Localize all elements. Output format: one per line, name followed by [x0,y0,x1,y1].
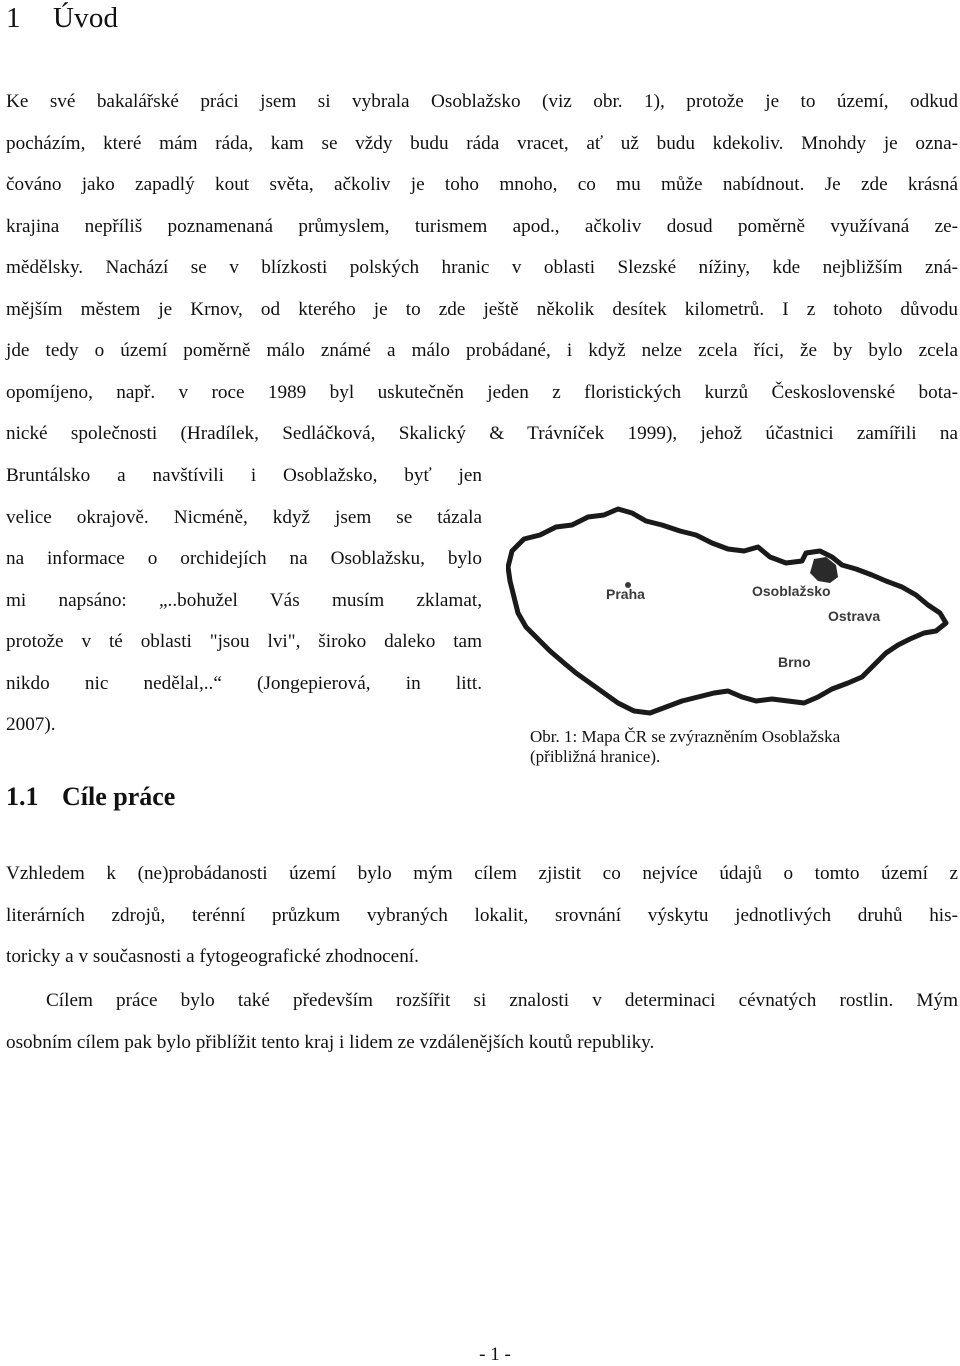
text-line: nické společnosti (Hradílek, Sedláčková, Skalický & Trávníček 1999), jehož účastnici zamířili na [6,423,958,444]
map-label-osoblazsko: Osoblažsko [752,583,831,599]
text-line: čováno jako zapadlý kout světa, ačkoliv je toho mnoho, co mu může nabídnout. Je zde krásná [6,174,958,195]
text-line: osobním cílem pak bylo přiblížit tento kraj i lidem ze vzdálenějších koutů republiky. [6,1031,655,1053]
text-line: literárních zdrojů, terénní průzkum vybraných lokalit, srovnání výskytu jednotlivých druhů his- [6,904,958,926]
intro-paragraph [6,81,958,455]
chapter-number: 1 [6,2,21,34]
text-line: nikdo nic nedělal,..“ (Jongepierová, in litt. [6,672,482,694]
section-number: 1.1 [6,782,39,811]
text-line: pocházím, které mám ráda, kam se vždy budu ráda vracet, ať už budu kdekoliv. Mnohdy je ozna- [6,132,958,154]
figure-caption [530,727,950,767]
text-line: Ke své bakalářské práci jsem si vybrala Osoblažsko (viz obr. 1), protože je to území, odkud [6,91,958,112]
section-heading [6,782,175,812]
text-line: Bruntálsko a navštívili i Osoblažsko, byť jen [6,465,482,486]
text-line: protože v té oblasti "jsou lvi", široko daleko tam [6,631,482,652]
text-line: velice okrajově. Nicméně, když jsem se tázala [6,506,482,528]
map-label-praha: Praha [606,586,645,602]
text-line: mějším městem je Krnov, od kterého je to zde ještě několik desítek kilometrů. I z tohoto důvodu [6,298,958,320]
text-line: krajina nepříliš poznamenaná průmyslem, turismem apod., ačkoliv dosud poměrně využívaná ze- [6,215,958,237]
text-line: Cílem práce bylo také především rozšířit si znalosti v determinaci cévnatých rostlin. Mým [46,990,958,1011]
caption-line: (přibližná hranice). [530,747,661,766]
wrap-paragraph [6,455,482,746]
text-line: mi napsáno: „..bohužel Vás musím zklamat, [6,589,482,611]
czech-map [506,505,956,720]
chapter-title: Úvod [53,2,119,34]
map-figure [506,505,956,775]
text-line: opomíjeno, např. v roce 1989 byl uskutečněn jeden z floristických kurzů Československé bota- [6,381,958,403]
section-title: Cíle práce [62,782,176,811]
text-line: mědělsky. Nachází se v blízkosti polských hranic v oblasti Slezské nížiny, kde nejbližším zná- [6,257,958,278]
map-label-ostrava: Ostrava [828,608,881,624]
map-label-brno: Brno [778,654,811,670]
text-line: Vzhledem k (ne)probádanosti území bylo mým cílem zjistit co nejvíce údajů o tomto území z [6,863,958,884]
czech-republic-outline [508,509,946,713]
chapter-heading [6,2,118,35]
text-line: jde tedy o území poměrně málo známé a málo probádané, i když nelze zcela říci, že by bylo zcela [6,340,958,361]
text-line: toricky a v současnosti a fytogeografické zhodnocení. [6,946,419,967]
goals-paragraph [6,853,958,978]
caption-line: Obr. 1: Mapa ČR se zvýrazněním Osoblažska [530,727,841,746]
goals-paragraph-2 [6,980,958,1063]
page-number: - 1 - [479,1344,511,1365]
text-line: 2007). [6,714,56,735]
text-line: na informace o orchidejích na Osoblažsku, bylo [6,548,482,569]
